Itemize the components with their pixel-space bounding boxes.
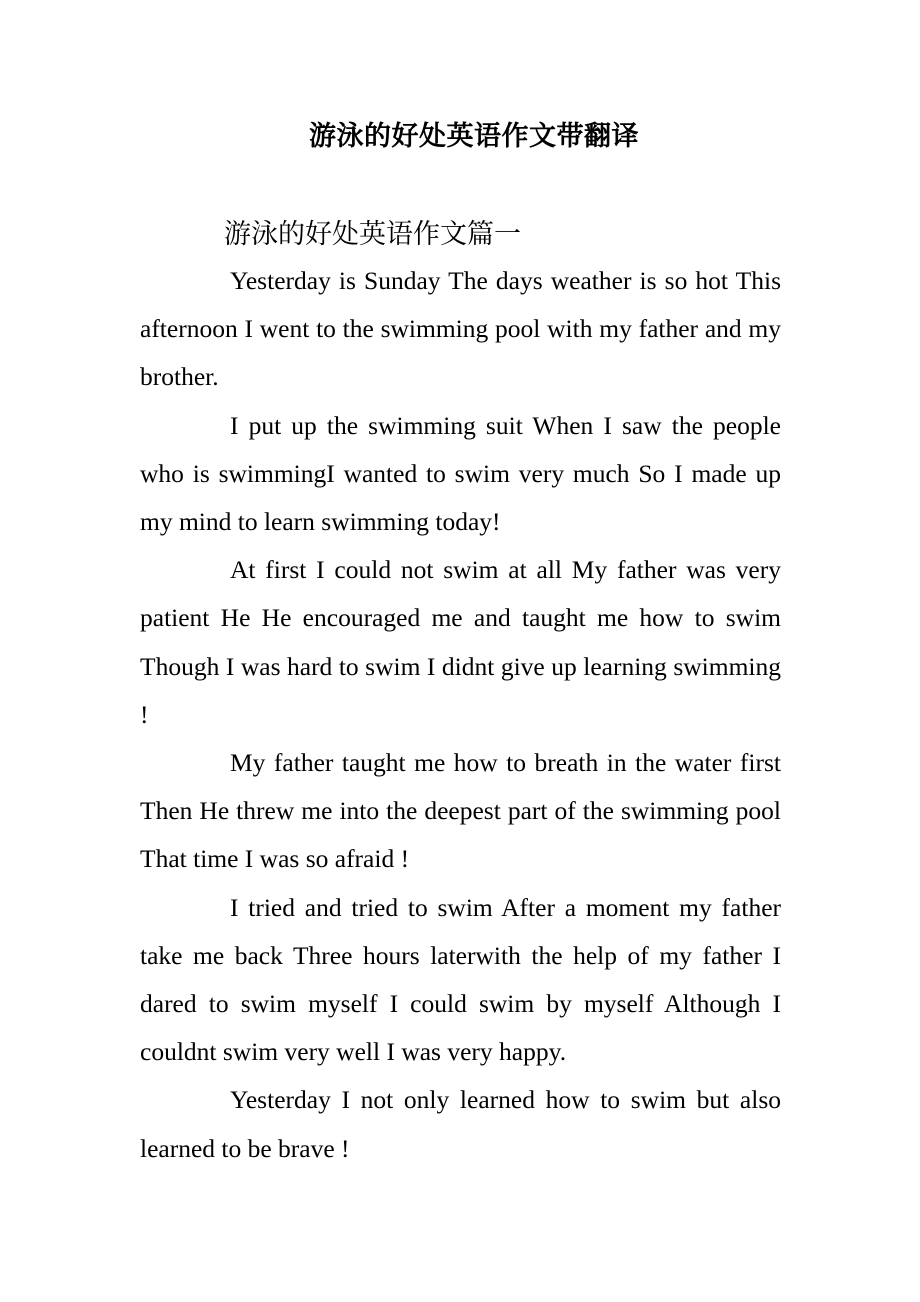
document-title: 游泳的好处英语作文带翻译 [309, 121, 639, 151]
section-heading: 游泳的好处英语作文篇一 [224, 219, 521, 249]
paragraph: I tried and tried to swim After a moment my father take me back Three hours laterwith the help of my father I dared to swim myself I could swim by myself Although I couldnt swim very well I was very happy. [140, 892, 781, 1067]
essay-body [140, 257, 781, 1173]
paragraph: Yesterday I not only learned how to swim but also learned to be brave ! [140, 1085, 781, 1163]
paragraph: Yesterday is Sunday The days weather is so hot This afternoon I went to the swimming pool with my father and my brother. [140, 266, 781, 392]
paragraph: At first I could not swim at all My father was very patient He He encouraged me and taught me how to swim Though I was hard to swim I didnt give up learning swimming ! [140, 555, 781, 729]
paragraph: My father taught me how to breath in the water first Then He threw me into the deepest part of the swimming pool That time I was so afraid ! [140, 748, 781, 874]
paragraph: I put up the swimming suit When I saw the people who is swimmingI wanted to swim very much So I made up my mind to learn swimming today! [140, 410, 781, 537]
